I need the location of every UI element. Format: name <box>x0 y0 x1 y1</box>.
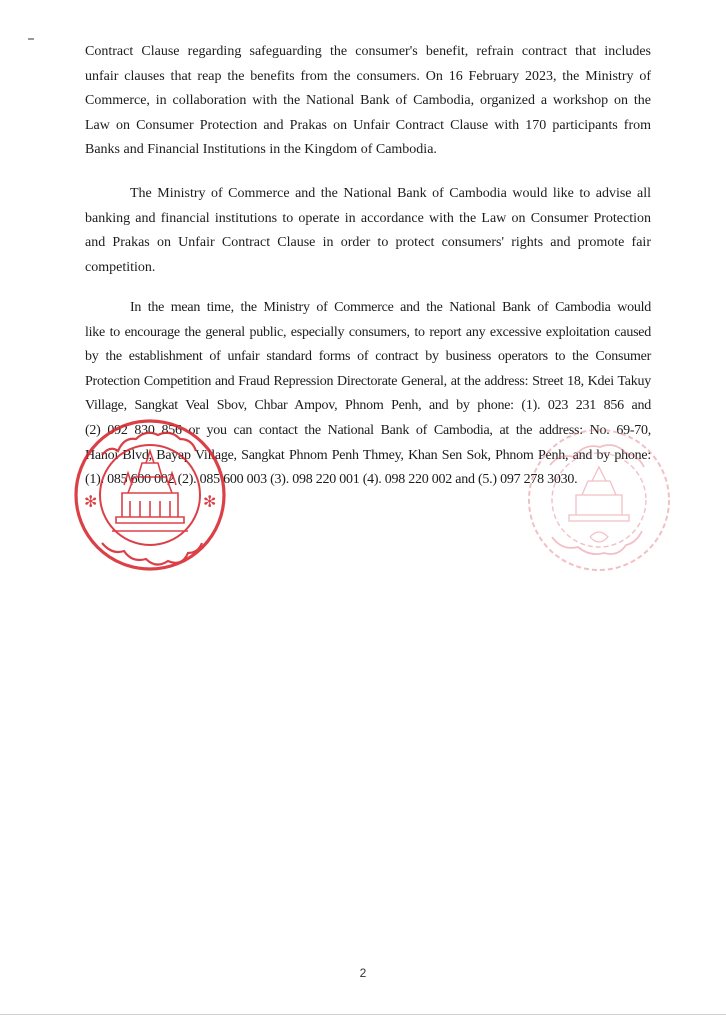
text-line: Protection Competition and Fraud Repression Directorate General, at the address: Street 18, Kdei Takuy <box>85 373 651 389</box>
ministry-seal-stamp <box>72 415 228 575</box>
page-number: 2 <box>359 966 367 980</box>
text-line: unfair clauses that reap the benefits from the consumers. On 16 February 2023, the Ministry of <box>85 68 651 84</box>
text-line: and Prakas on Unfair Contract Clause in order to protect consumers' rights and promote fair <box>85 235 651 251</box>
national-bank-seal-stamp <box>524 425 674 575</box>
text-line: Hanoi Blvd, Bayap Village, Sangkat Phnom Penh Thmey, Khan Sen Sok, Phnom Penh, and by phone: <box>85 447 651 463</box>
scan-artifact <box>28 38 34 40</box>
text-line: banking and financial institutions to operate in accordance with the Law on Consumer Protection <box>85 210 651 226</box>
text-line: The Ministry of Commerce and the National Bank of Cambodia would like to advise all <box>130 186 651 201</box>
text-line: Contract Clause regarding safeguarding the consumer's benefit, refrain contract that includes <box>85 44 651 59</box>
paragraph-advice <box>85 182 651 280</box>
text-line: Village, Sangkat Veal Sbov, Chbar Ampov, Phnom Penh, and by phone: (1). 023 231 856 and <box>85 398 651 414</box>
text-line: In the mean time, the Ministry of Commerce and the National Bank of Cambodia would <box>130 300 651 315</box>
text-line: by the establishment of unfair standard forms of contract by business operators to the Consumer <box>85 349 651 365</box>
text-line: Banks and Financial Institutions in the Kingdom of Cambodia. <box>85 142 437 158</box>
svg-text:✻: ✻ <box>203 492 217 511</box>
text-line: Commerce, in collaboration with the National Bank of Cambodia, organized a workshop on the <box>85 93 651 109</box>
text-line: (2) 092 830 856 or you can contact the National Bank of Cambodia, at the address: No. 69-70, <box>85 422 651 438</box>
text-line: competition. <box>85 259 156 275</box>
paragraph-contract-clause <box>85 40 651 163</box>
text-line: Law on Consumer Protection and Prakas on Unfair Contract Clause with 170 participants from <box>85 117 651 133</box>
svg-text:✻: ✻ <box>84 492 98 511</box>
page-bottom-edge <box>0 1014 726 1015</box>
text-line: (1). 085 600 002 (2). 085 600 003 (3). 098 220 001 (4). 098 220 002 and (5.) 097 278 3030. <box>85 472 578 488</box>
text-line: like to encourage the general public, especially consumers, to report any excessive exploitation caused <box>85 324 651 340</box>
